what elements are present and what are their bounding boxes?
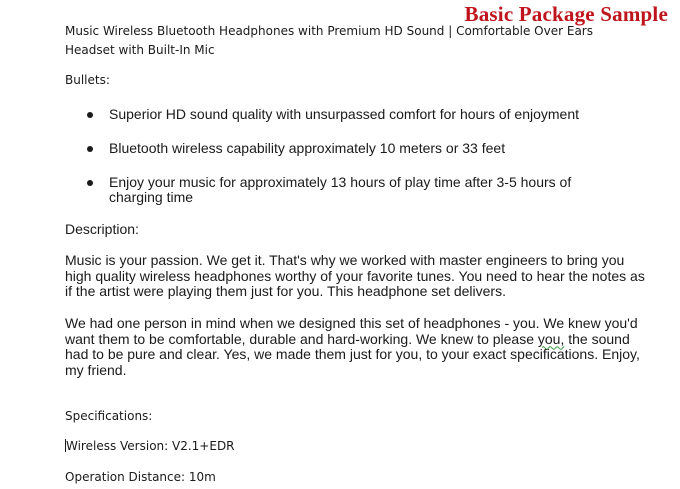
description-heading: Description: [65, 221, 139, 237]
product-title: Music Wireless Bluetooth Headphones with Premium HD Sound | Comfortable Over Ears Headset with Built-In Mic [65, 24, 593, 57]
specifications-heading: Specifications: [65, 409, 153, 423]
description-paragraph: Music is your passion. We get it. That's why we worked with master engineers to bring you high quality wireless headphones worthy of your favorite tunes. You need to hear the notes as if the artist were playing them just for you. This headphone set delivers. [65, 252, 645, 299]
bullet-text: Superior HD sound quality with unsurpassed comfort for hours of enjoyment [109, 106, 580, 122]
package-banner: Basic Package Sample [464, 2, 668, 26]
spellcheck-flag: you, [537, 330, 565, 347]
bullet-text: Enjoy your music for approximately 13 hours of play time after 3-5 hours of charging time [109, 174, 572, 205]
spec-line: Wireless Version: V2.1+EDR [66, 439, 235, 453]
bullet-dot-icon [87, 146, 93, 152]
description-paragraph: We had one person in mind when we designed this set of headphones - you. We knew you'd want them to be comfortable, durable and hard-working. We knew to please you, the sound had to be pure and clear. Yes, we made them just for you, to your exact specifications. Enjoy, my friend. [65, 315, 640, 378]
bullet-text: Bluetooth wireless capability approximately 10 meters or 33 feet [109, 140, 506, 156]
bullet-dot-icon [87, 112, 93, 118]
bullets-label: Bullets: [65, 73, 110, 87]
bullet-dot-icon [87, 180, 93, 186]
spec-line: Operation Distance: 10m [65, 470, 216, 484]
